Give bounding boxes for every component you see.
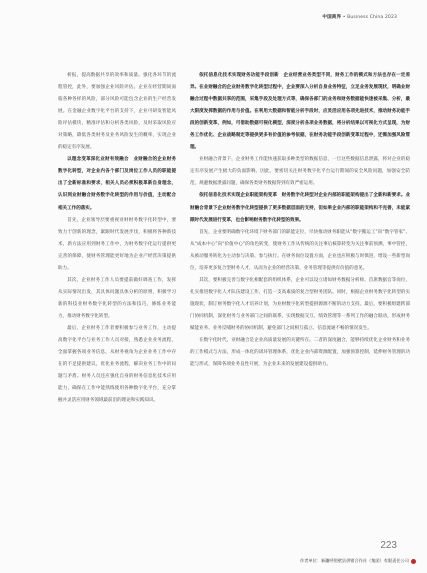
paragraph: 首先，企业要明确数字化环境下财务部门的职能定位，尽快推动财务职能从“数字搬运工”向“数字管家”、从“成本中心”向“价值中心”的角色转变，使财务工作从传统的关注事后核算转变为关注事前预测、事中管控，从被动服务转化为主动参与决策、参与执行。在财务岗位设置方面，企业也应积极与时俱进，增设一些新型岗位，培养更多复合型财务人才，从而为企业的经营决策、业务管理等提供有价值的意见。 [190, 229, 410, 271]
author-affiliation [300, 558, 416, 564]
paragraph: 其次，企业财务工作人员要提前做好调查工作，发挥从实际情况出发，其具体问题具体分析的原则，积极学习新的科技业财务数字化转型的方法和技巧，修炼业务能力，推动财务数字化转型。 [58, 277, 176, 319]
paragraph: 业财融合背景下，企业财务工作能快速获取多种类型的数据信息，一旦这些数据信息泄露，将对企业的稳定有序发展产生极大的负面影响。因此，要密切关注财务数字化平台运行期间的安全风险问题，加强安全防范，规避数据泄露问题，确保各类财务数据得到有效严密运用。 [190, 157, 410, 187]
paragraph: 首先，企业领导层要重视业财财务数字化转型中，要致力于创新的理念，紧跟时代发展步伐，积极将各种新技术、新方法应用到财务工作中，为财务数字化运行提供更完善的保障，使财务管理能更好地为企业产经营决策提供助力。 [58, 217, 176, 271]
magazine-name: 中国商界 [322, 15, 342, 20]
left-column [58, 70, 176, 407]
publisher-logo-icon [411, 559, 416, 564]
header-separator: • [341, 15, 348, 20]
section-paragraph: 以理念变革深化业财有效融合 业财融合的企业财务数字化转型，对企业内各个部门及岗位工作人员的职能提出了全新标准和要求，相关人员必须积极革新自身理念，认识到业财融合财务数字化转型的作用与价值，主动配合相关工作的落实。 [58, 157, 176, 211]
paragraph: 其次，要积极完善与数字化相配套的组织体系，企业可以设立诸如财务数据分析师、首席数据官等岗位，扎实推进数字化人才队伍建设工作，打造一支高素质的复合型财务团队。同时，根据企业财务数字化转型的实施现状，制订财务数字化人才培养计划，为业财数字化转型提供源源不断的动力支持。最后，要积极组建跨部门协同机制，深化财务与业务部门之间的联系，实现数据交互，绩效管理等一系列工作的融合联动，形成财务赋能业务、业务反哺财务的协同机制，避免部门之间相互孤立、信息流通不畅的情况发生。 [190, 277, 410, 331]
author-text: 作者单位：新疆呼图壁县供销合作社（集团）有限责任公司 [300, 558, 409, 563]
page-number: 223 [380, 540, 397, 551]
magazine-edition: Business China 2023 [347, 15, 397, 20]
right-column [190, 70, 410, 371]
paragraph: 在数字化时代，业财融合是企业高质量发展的关键所在。二者的深度融合，能够持续优化企业财务和业务的工作模式与方法，形成一体化的闭环管理体系，优化企业内部资源配置，加强预算控制，延伸财务管理的功能与形式，保障各项业务良性开展，为企业未来的发展建设提供助力。 [190, 338, 410, 368]
paragraph: 析报，提高数据共享的效率和质量。强化各环节的流程管控，此外，要加强企业风险评估。企业在经营期间面临各种各样的风险，部分风险可能包含企业的生产经营发展。在金融企业数字化平台的支持下，企业可研发智能风险评估模块，精准评估和分析各类风险，及时采取风险应对策略，降低各类财务及业务风险发生的概率，实现企业的稳定有序发展。 [58, 73, 176, 151]
running-header [322, 14, 397, 20]
section-paragraph: 依托信息化技术实现企业职能架构变革 财务数字化转型对企业内部的职能架构提出了全新和新要求。业财融合背景下企业财务数字化转型提供了更多数据层面的支持，但如果企业内部的职能架构和不完善，未能紧跟时代发展进行变革，也会影响财务数字化转型的效果。 [190, 193, 410, 223]
paragraph: 最后，企业财务工作者要积极参与业务工作，主动提高数字化平台与业务工作人员对接，熟悉企业业务流程，全面掌握各项业务信息，从财务视角为企业业务工作中存在的不足提供建议，优化业务流程，解决业务工作中的问题与矛盾。财务人员还应强化自身的财务信息化技术应用能力，确保在工作中能熟练使用各种数字化平台，充分掌握并灵活应用财务领域最前沿的理论和实践知识。 [58, 325, 176, 404]
section-paragraph: 依托信息化技术实现财务功能手段创新 企业经营业务类型不同，财务工作的模式和方法也存在一定差异。在业财融合的企业财务数字化转型过程中，企业要深入分析自身业务特征，立足业务发展现状，明确业财融合过程中数据共享的范围，采集手段及处理方式等，确保各部门的业务和财务数据能快速被采集、分析，最大限度发挥数据的作用与价值。在利用大数据和智能分析手段时，应灵活应用各项先进技术，推动财务功能手段的创新变革，例如，可借助数据可视化模型，深度分析各项业务数据，将分析结果以可视化方式呈现，为财务工作优化、企业战略制定等提供更多有价值的参考依据，在财务功能手段创新变革过程中，还需加强风险管理。 [190, 73, 410, 151]
